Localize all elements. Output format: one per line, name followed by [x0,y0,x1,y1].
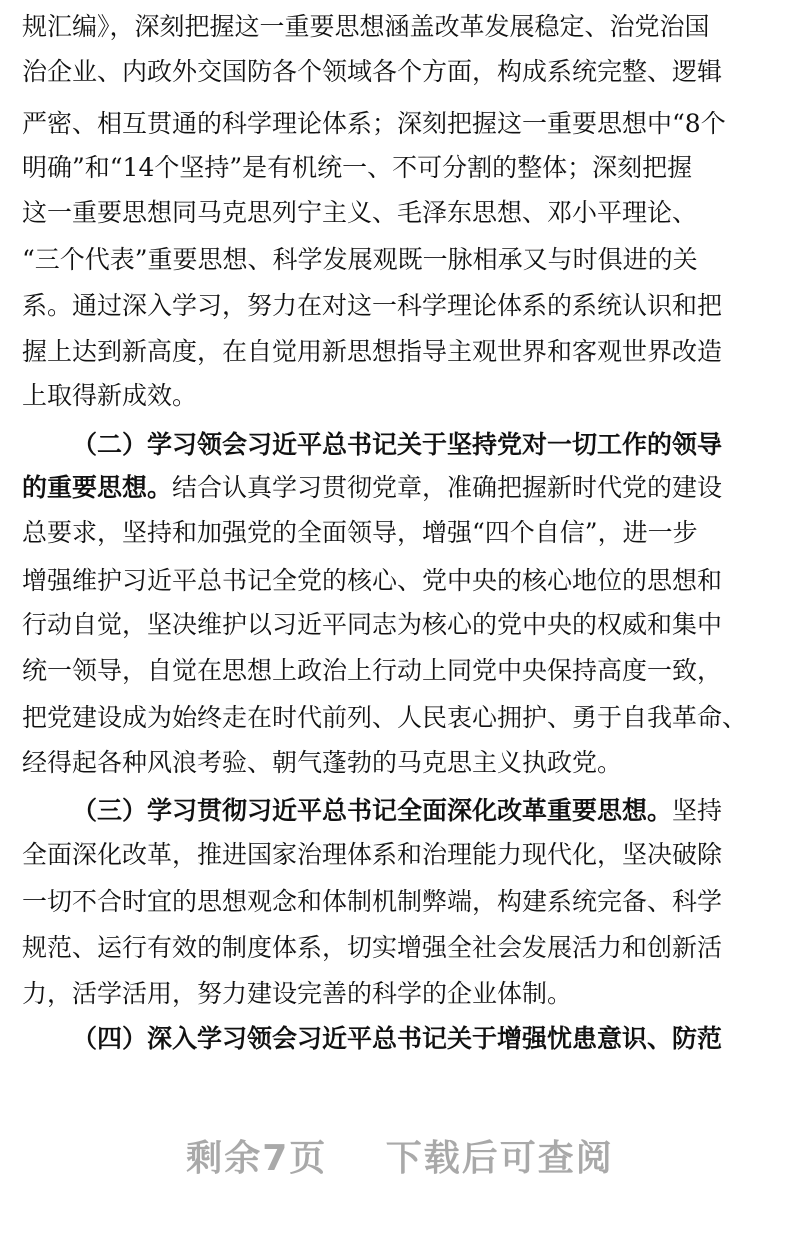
body-text: 规范、运行有效的制度体系，切实增强全社会发展活力和创新活 [22,933,723,962]
body-text: 统一领导，自觉在思想上政治上行动上同党中央保持高度一致， [22,656,723,685]
text-line [0,373,800,419]
text-line [0,190,800,236]
body-text: 增强维护习近平总书记全党的核心、党中央的核心地位的思想和 [22,566,723,595]
text-line [0,49,800,95]
body-text: 坚持 [672,796,723,825]
remaining-pages-text: 剩余7页 [186,1138,328,1179]
body-text: 结合认真学习贯彻党章，准确把握新时代党的建设 [172,473,723,502]
text-line [0,101,800,147]
body-text: 全面深化改革，推进国家治理体系和治理能力现代化，坚决破除 [22,840,723,869]
body-text: 总要求，坚持和加强党的全面领导，增强“四个自信”，进一步 [22,518,698,547]
text-line [0,832,800,878]
body-text: 系。通过深入学习，努力在对这一科学理论体系的系统认识和把 [22,291,723,320]
body-text: 严密、相互贯通的科学理论体系；深刻把握这一重要思想中“8个 [22,109,726,138]
body-text: 经得起各种风浪考验、朝气蓬勃的马克思主义执政党。 [22,748,623,777]
download-to-view-text: 下载后可查阅 [385,1138,614,1179]
text-line [0,925,800,971]
text-line [0,237,800,283]
text-line [0,879,800,925]
text-line [0,788,800,834]
heading-text: （二）学习领会习近平总书记关于坚持党对一切工作的领导 [72,430,723,459]
text-line [0,510,800,556]
text-line [0,1016,800,1062]
body-text: “三个代表”重要思想、科学发展观既一脉相承又与时俱进的关 [22,245,698,274]
body-text: 明确”和“14个坚持”是有机统一、不可分割的整体；深刻把握 [22,153,693,182]
text-line [0,422,800,468]
text-line [0,558,800,604]
body-text: 行动自觉，坚决维护以习近平同志为核心的党中央的权威和集中 [22,610,723,639]
body-text: 把党建设成为始终走在时代前列、人民衷心拥护、勇于自我革命、 [22,703,748,732]
heading-text: （三）学习贯彻习近平总书记全面深化改革重要思想。 [72,796,673,825]
heading-text: 的重要思想。 [22,473,173,502]
text-line [0,283,800,329]
text-line [0,648,800,694]
text-line [0,145,800,191]
text-line [0,4,800,50]
text-line [0,740,800,786]
text-line [0,971,800,1017]
body-text: 一切不合时宜的思想观念和体制机制弊端，构建系统完备、科学 [22,887,723,916]
text-line [0,465,800,511]
body-text: 这一重要思想同马克思列宁主义、毛泽东思想、邓小平理论、 [22,198,698,227]
text-line [0,602,800,648]
body-text: 握上达到新高度，在自觉用新思想指导主观世界和客观世界改造 [22,337,723,366]
download-prompt[interactable] [0,1130,800,1181]
text-line [0,329,800,375]
body-text: 上取得新成效。 [22,381,198,410]
body-text: 力，活学活用，努力建设完善的科学的企业体制。 [22,979,573,1008]
heading-text: （四）深入学习领会习近平总书记关于增强忧患意识、防范 [72,1024,723,1053]
body-text: 规汇编》，深刻把握这一重要思想涵盖改革发展稳定、治党治国 [22,12,710,41]
body-text: 治企业、内政外交国防各个领域各个方面，构成系统完整、逻辑 [22,57,723,86]
text-line [0,695,800,741]
